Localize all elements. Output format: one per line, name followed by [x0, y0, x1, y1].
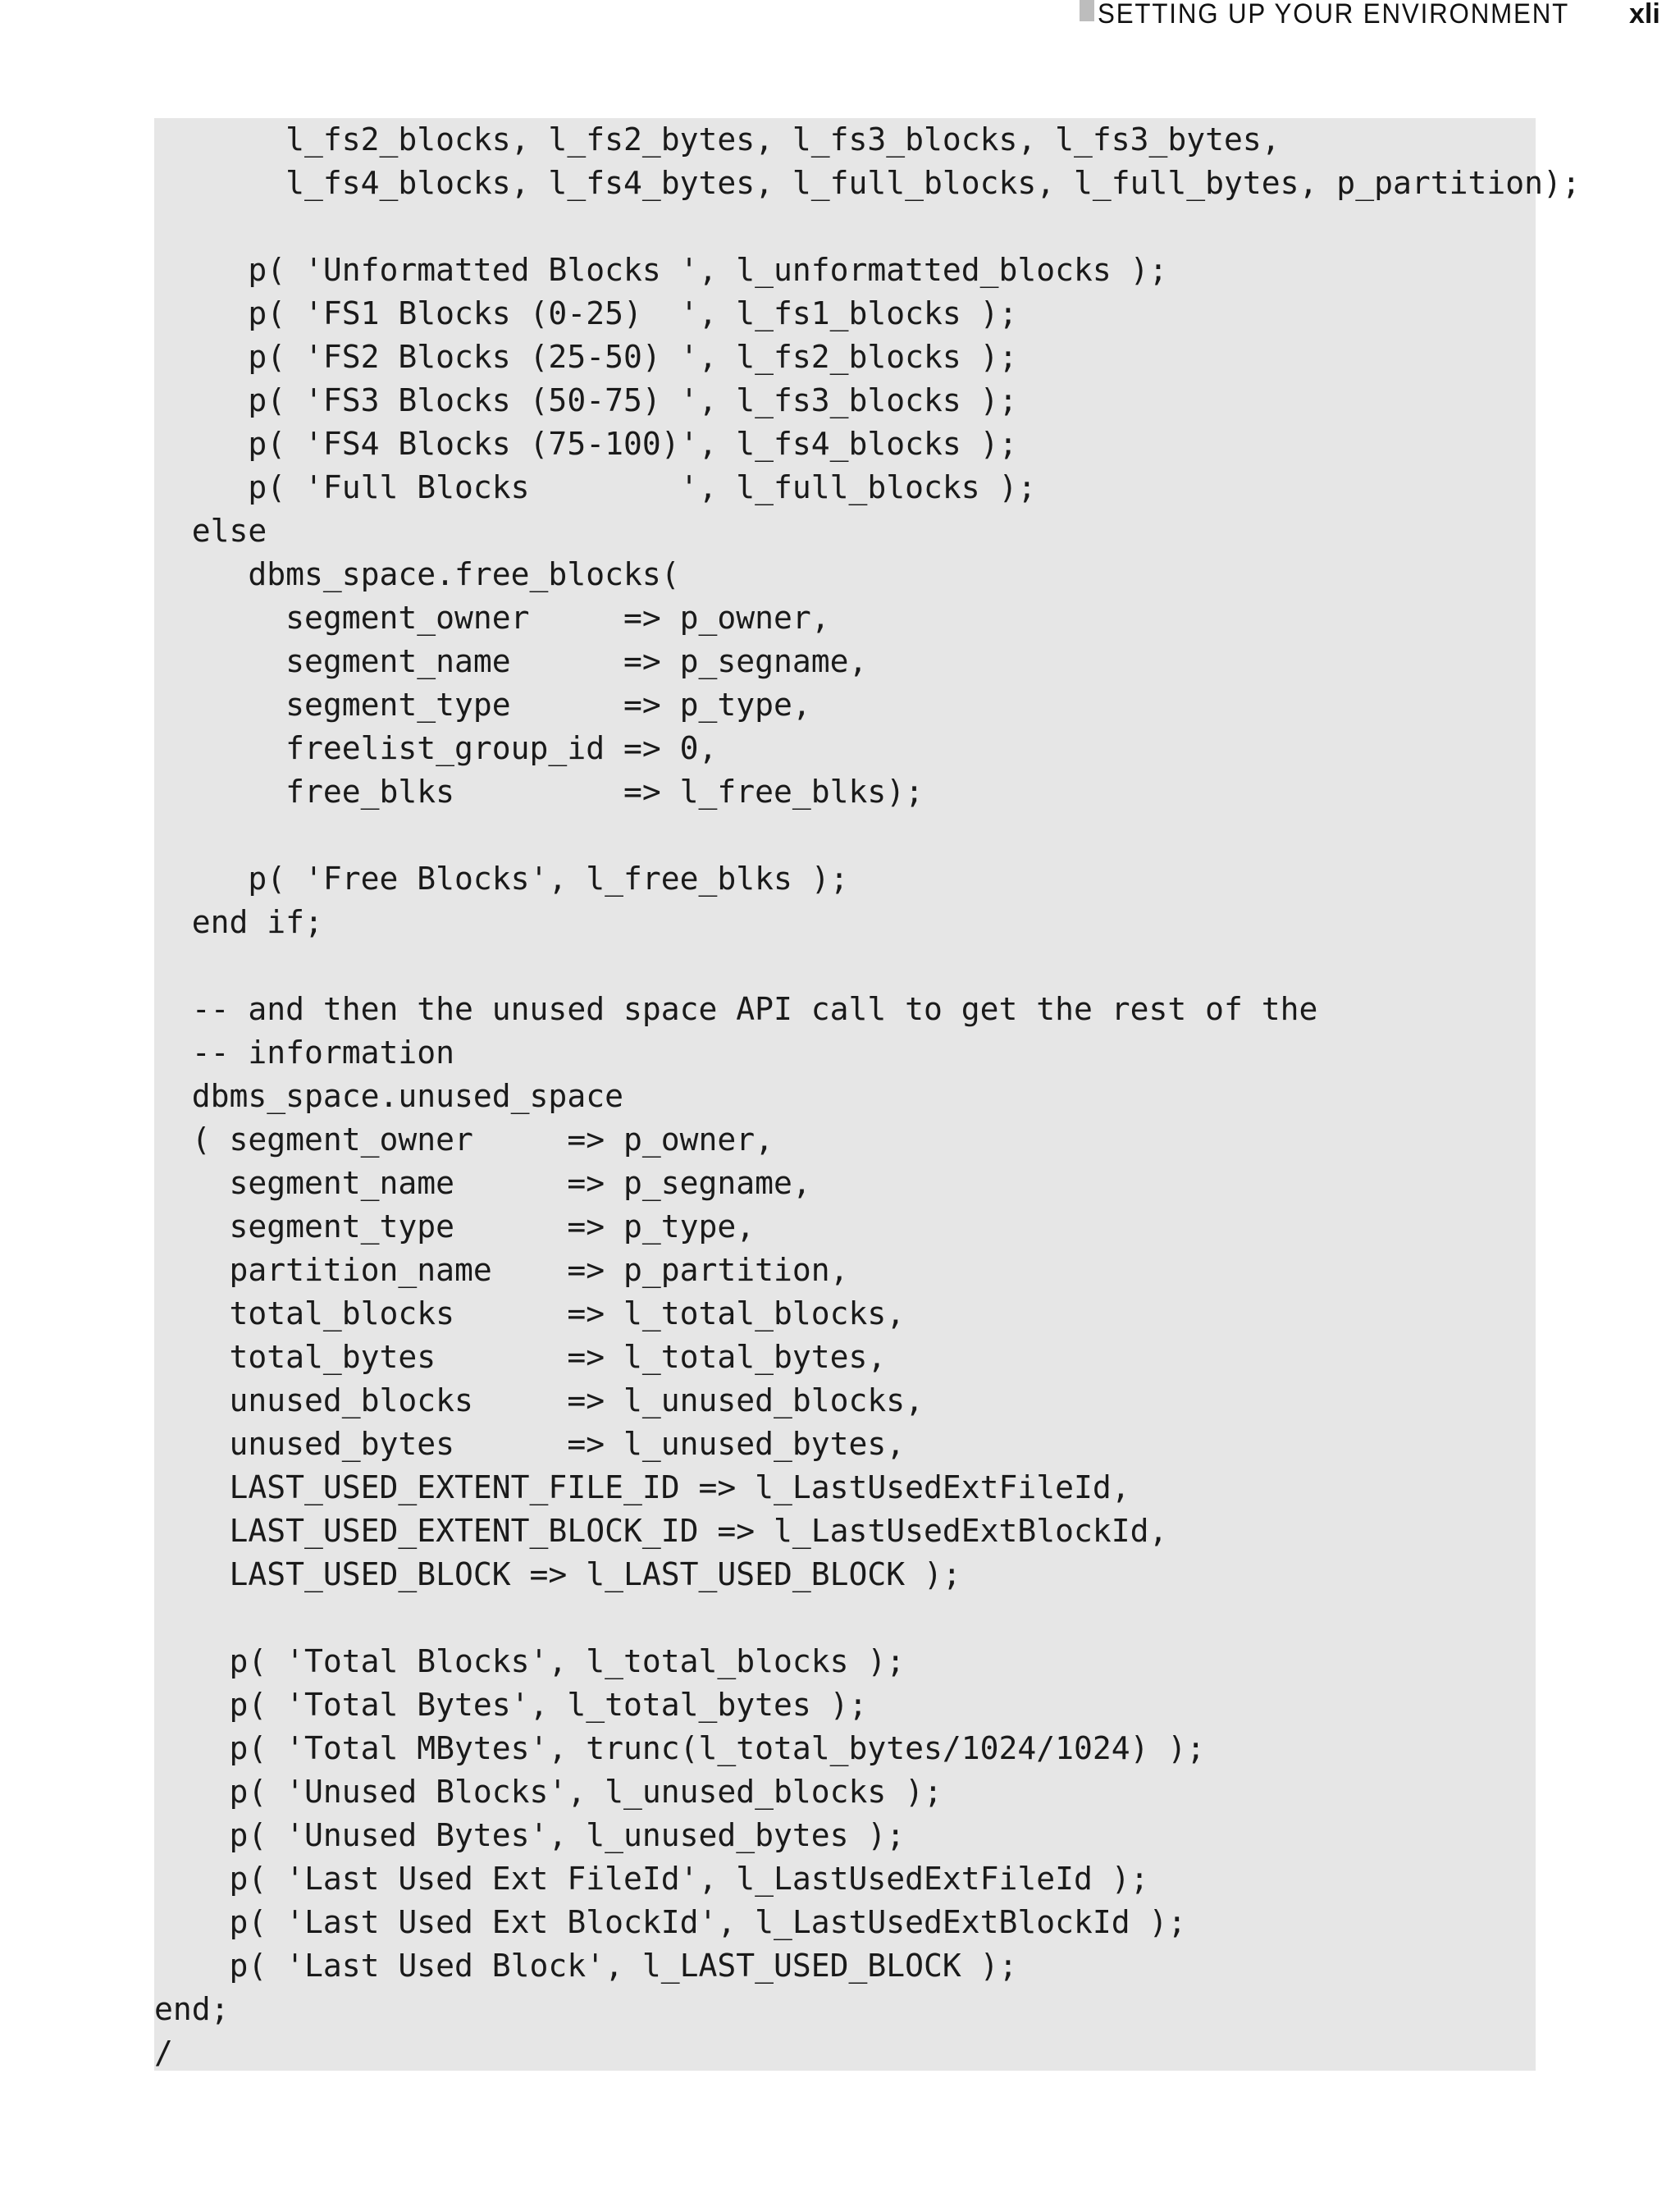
code-line: p( 'Unused Bytes', l_unused_bytes ); — [154, 1817, 906, 1853]
code-line: partition_name => p_partition, — [154, 1252, 849, 1288]
code-line: -- information — [154, 1035, 455, 1071]
code-line: LAST_USED_EXTENT_FILE_ID => l_LastUsedExtFileId, — [154, 1469, 1130, 1505]
code-line: p( 'Total Blocks', l_total_blocks ); — [154, 1643, 906, 1679]
code-line: p( 'Unformatted Blocks ', l_unformatted_blocks ); — [154, 252, 1168, 288]
code-line: p( 'Last Used Block', l_LAST_USED_BLOCK ); — [154, 1948, 1018, 1984]
code-line: p( 'Last Used Ext FileId', l_LastUsedExtFileId ); — [154, 1861, 1149, 1897]
page-number: xli — [1629, 0, 1660, 30]
code-line: p( 'Total Bytes', l_total_bytes ); — [154, 1687, 868, 1723]
code-line: p( 'FS4 Blocks (75-100)', l_fs4_blocks ); — [154, 426, 1018, 462]
code-line: end if; — [154, 904, 323, 940]
code-line: total_bytes => l_total_bytes, — [154, 1339, 887, 1375]
code-line: / — [154, 2035, 173, 2071]
code-line: LAST_USED_EXTENT_BLOCK_ID => l_LastUsedExtBlockId, — [154, 1513, 1168, 1549]
chapter-title: SETTING UP YOUR ENVIRONMENT — [1098, 0, 1570, 30]
code-line: else — [154, 513, 267, 549]
code-line: p( 'Total MBytes', trunc(l_total_bytes/1024/1024) ); — [154, 1730, 1206, 1766]
code-line: ( segment_owner => p_owner, — [154, 1121, 774, 1158]
code-line: p( 'Unused Blocks', l_unused_blocks ); — [154, 1774, 943, 1810]
header-marker — [1080, 0, 1094, 21]
code-line: freelist_group_id => 0, — [154, 730, 718, 766]
code-line: end; — [154, 1991, 230, 2027]
running-header — [1080, 0, 1680, 30]
code-line: p( 'Free Blocks', l_free_blks ); — [154, 861, 849, 897]
code-line: unused_blocks => l_unused_blocks, — [154, 1382, 924, 1418]
code-line: p( 'Full Blocks ', l_full_blocks ); — [154, 469, 1037, 505]
code-line: dbms_space.unused_space — [154, 1078, 623, 1114]
code-line: p( 'FS2 Blocks (25-50) ', l_fs2_blocks ); — [154, 339, 1018, 375]
code-line: dbms_space.free_blocks( — [154, 556, 680, 592]
code-line: total_blocks => l_total_blocks, — [154, 1295, 906, 1331]
code-line: unused_bytes => l_unused_bytes, — [154, 1426, 906, 1462]
code-line: LAST_USED_BLOCK => l_LAST_USED_BLOCK ); — [154, 1556, 961, 1592]
code-line: l_fs2_blocks, l_fs2_bytes, l_fs3_blocks, l_fs3_bytes, — [154, 121, 1281, 158]
code-line: p( 'FS1 Blocks (0-25) ', l_fs1_blocks ); — [154, 295, 1018, 331]
code-line: segment_name => p_segname, — [154, 643, 868, 679]
code-line: segment_owner => p_owner, — [154, 600, 830, 636]
code-line: segment_type => p_type, — [154, 687, 811, 723]
code-line: p( 'Last Used Ext BlockId', l_LastUsedExtBlockId ); — [154, 1904, 1187, 1940]
code-line: l_fs4_blocks, l_fs4_bytes, l_full_blocks, l_full_bytes, p_partition); — [154, 165, 1581, 201]
code-line: segment_name => p_segname, — [154, 1165, 811, 1201]
code-line: segment_type => p_type, — [154, 1208, 756, 1245]
code-line: free_blks => l_free_blks); — [154, 774, 924, 810]
code-line: -- and then the unused space API call to get the rest of the — [154, 991, 1318, 1027]
code-line: p( 'FS3 Blocks (50-75) ', l_fs3_blocks ); — [154, 382, 1018, 418]
code-listing — [154, 118, 1581, 2071]
